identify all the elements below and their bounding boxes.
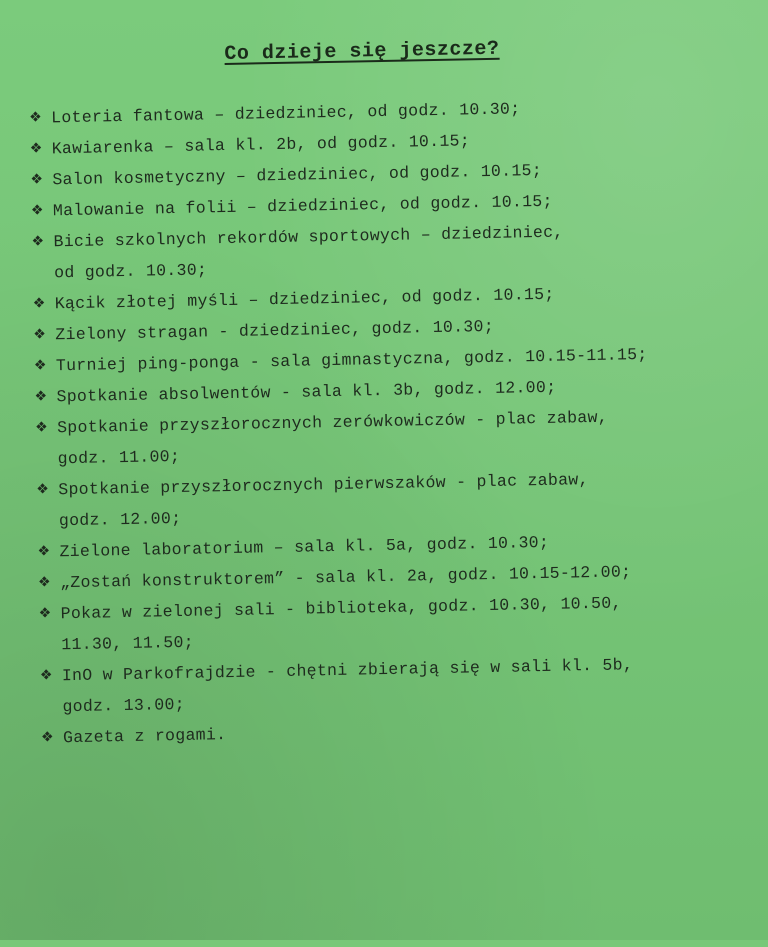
four-diamond-bullet-icon: ❖ [37,574,52,591]
list-item-text: InO w Parkofrajdzie - chętni zbierają się w sali kl. 5b, godz. 13.00; [61,655,634,717]
four-diamond-bullet-icon: ❖ [31,233,45,250]
list-item-text: Bicie szkolnych rekordów sportowych – dziedziniec, od godz. 10.30; [53,222,564,283]
four-diamond-bullet-icon: ❖ [40,729,55,746]
four-diamond-bullet-icon: ❖ [34,419,49,436]
list-item-text: Loteria fantowa – dziedziniec, od godz. 10.30; [50,99,521,128]
list-item-text: Zielony stragan - dziedziniec, godz. 10.30; [55,316,495,345]
list-item-text: Spotkanie absolwentów - sala kl. 3b, godz. 12.00; [56,377,557,407]
four-diamond-bullet-icon: ❖ [39,667,53,684]
list-item-text: Gazeta z rogami. [62,725,227,748]
four-diamond-bullet-icon: ❖ [29,109,43,126]
four-diamond-bullet-icon: ❖ [38,605,52,622]
event-list [29,89,741,753]
four-diamond-bullet-icon: ❖ [32,295,46,312]
list-item-text: Spotkanie przyszłorocznych zerówkowiczów - plac zabaw, godz. 11.00; [56,407,609,469]
four-diamond-bullet-icon: ❖ [29,140,43,157]
four-diamond-bullet-icon: ❖ [30,171,44,188]
list-item-text: Pokaz w zielonej sali - biblioteka, godz. 10.30, 10.50, 11.30, 11.50; [60,593,622,655]
four-diamond-bullet-icon: ❖ [37,543,51,560]
four-diamond-bullet-icon: ❖ [34,388,48,405]
list-item-text: Salon kosmetyczny – dziedziniec, od godz. 10.15; [52,160,543,190]
document-title: Co dzieje się jeszcze? [224,37,500,66]
four-diamond-bullet-icon: ❖ [30,202,44,219]
list-item-text: Spotkanie przyszłorocznych pierwszaków - plac zabaw, godz. 12.00; [58,470,589,531]
list-item-text: Turniej ping-ponga - sala gimnastyczna, godz. 10.15-11.15; [55,344,648,376]
list-item-text: Kącik złotej myśli – dziedziniec, od godz. 10.15; [54,284,555,314]
four-diamond-bullet-icon: ❖ [33,357,47,374]
list-item-text: Zielone laboratorium – sala kl. 5a, godz. 10.30; [59,532,550,562]
list-item-text: Kawiarenka – sala kl. 2b, od godz. 10.15; [51,131,471,159]
list-item-text: „Zostań konstruktorem” - sala kl. 2a, godz. 10.15-12.00; [59,562,632,593]
list-item-text: Malowanie na folii – dziedziniec, od godz. 10.15; [52,191,553,221]
four-diamond-bullet-icon: ❖ [36,481,50,498]
four-diamond-bullet-icon: ❖ [33,326,47,343]
